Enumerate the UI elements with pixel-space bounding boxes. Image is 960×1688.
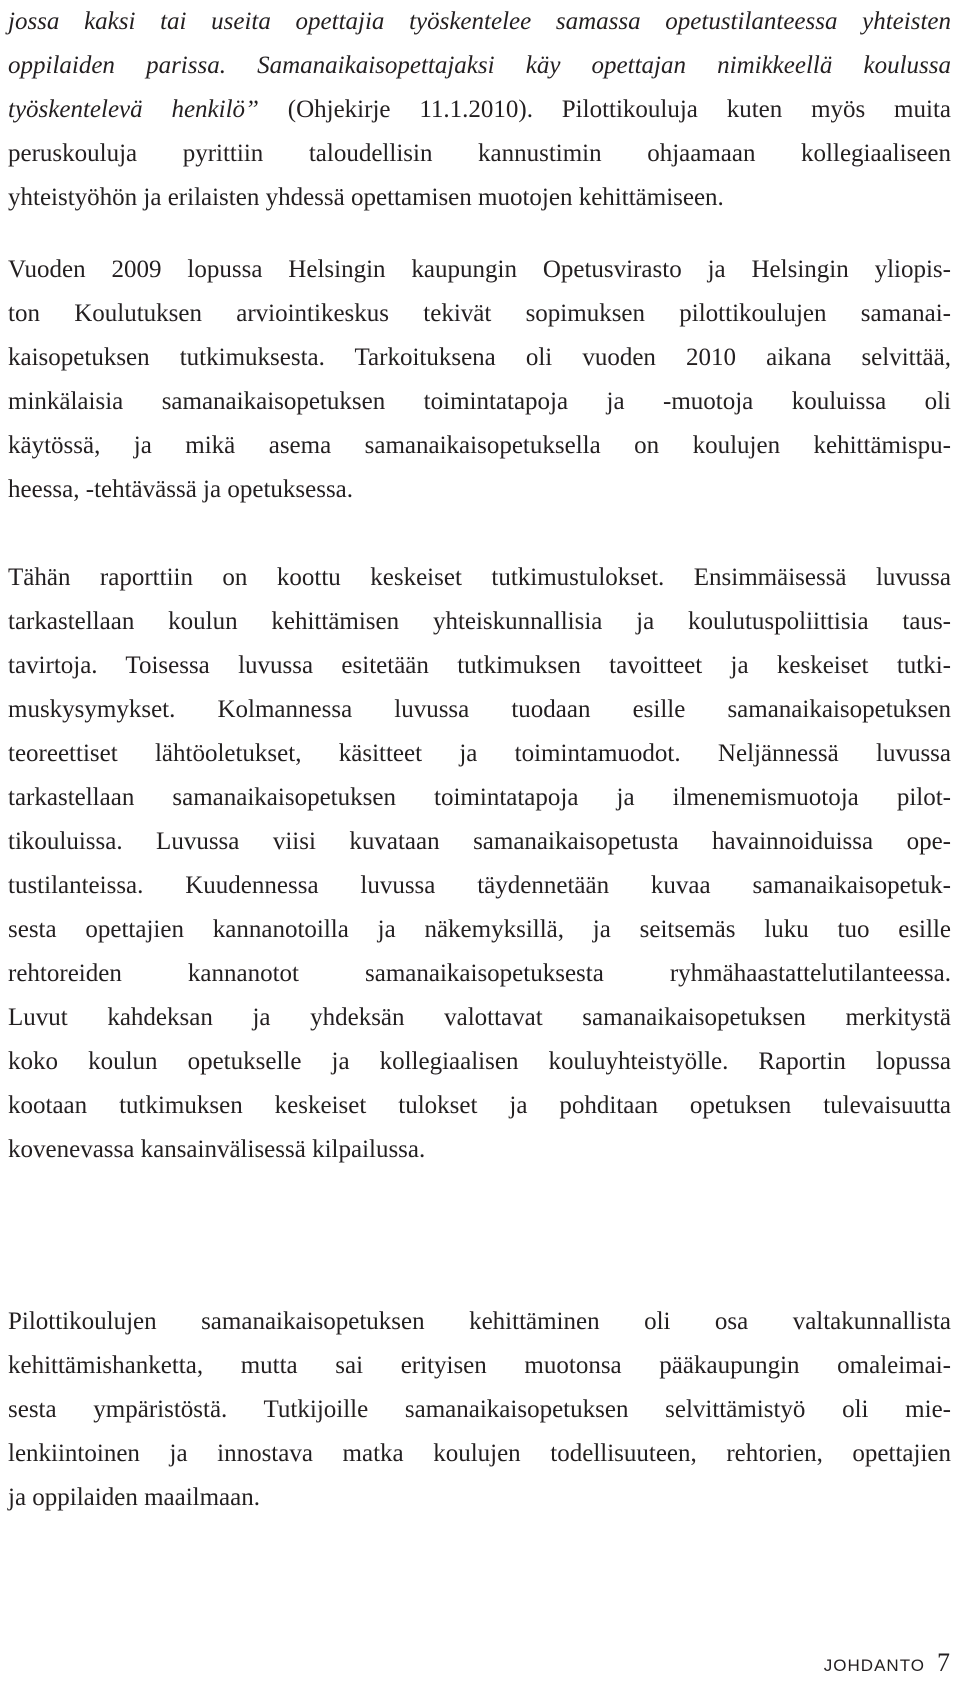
text-segment: koko koulun opetukselle ja kollegiaalisen kouluyhteistyölle. Raportin lopussa (8, 1048, 951, 1075)
text-line (8, 1344, 951, 1388)
text-segment: yhteistyöhön ja erilaisten yhdessä opettamisen muotojen kehittämiseen. (8, 184, 724, 211)
text-segment: minkälaisia samanaikaisopetuksen toimintatapoja ja -muotoja kouluissa oli (8, 388, 951, 415)
text-segment: työskentelevä henkilö” (8, 96, 288, 123)
text-segment: kehittämishanketta, mutta sai erityisen muotonsa pääkaupungin omaleimai- (8, 1352, 951, 1379)
text-segment: sesta opettajien kannanotoilla ja näkemyksillä, ja seitsemäs luku tuo esille (8, 916, 951, 943)
text-line (8, 248, 951, 292)
section-label: JOHDANTO (823, 1656, 925, 1675)
text-segment: teoreettiset lähtöoletukset, käsitteet ja toimintamuodot. Neljännessä luvussa (8, 740, 951, 767)
text-line (8, 996, 951, 1040)
text-segment: tarkastellaan koulun kehittämisen yhteiskunnallisia ja koulutuspoliittisia taus- (8, 608, 951, 635)
text-segment: oppilaiden parissa. Samanaikaisopettajaksi käy opettajan nimikkeellä koulussa (8, 52, 951, 79)
text-segment: Vuoden 2009 lopussa Helsingin kaupungin Opetusvirasto ja Helsingin yliopis- (8, 256, 951, 283)
text-segment: peruskouluja pyrittiin taloudellisin kannustimin ohjaamaan kollegiaaliseen (8, 140, 951, 167)
text-line (8, 820, 951, 864)
text-segment: jossa kaksi tai useita opettajia työskentelee samassa opetustilanteessa yhteisten (8, 8, 951, 35)
text-segment: sesta ympäristöstä. Tutkijoille samanaikaisopetuksen selvittämistyö oli mie- (8, 1396, 951, 1423)
text-line (8, 1432, 951, 1476)
text-line (8, 1476, 951, 1520)
text-line (8, 176, 951, 220)
text-line (8, 132, 951, 176)
text-line (8, 864, 951, 908)
text-segment: tustilanteissa. Kuudennessa luvussa täydennetään kuvaa samanaikaisopetuk- (8, 872, 951, 899)
text-line (8, 1084, 951, 1128)
text-segment: tavirtoja. Toisessa luvussa esitetään tutkimuksen tavoitteet ja keskeiset tutki- (8, 652, 951, 679)
text-segment: tikouluissa. Luvussa viisi kuvataan samanaikaisopetusta havainnoiduissa ope- (8, 828, 951, 855)
text-line (8, 292, 951, 336)
page-number: 7 (937, 1648, 950, 1677)
text-line (8, 908, 951, 952)
text-line (8, 688, 951, 732)
text-segment: Tähän raporttiin on koottu keskeiset tutkimustulokset. Ensimmäisessä luvussa (8, 564, 951, 591)
page-footer (824, 1648, 950, 1688)
text-segment: ton Koulutuksen arviointikeskus tekivät sopimuksen pilottikoulujen samanai- (8, 300, 951, 327)
text-segment: heessa, -tehtävässä ja opetuksessa. (8, 476, 354, 503)
text-segment: kovenevassa kansainvälisessä kilpailussa. (8, 1136, 426, 1163)
text-segment: tarkastellaan samanaikaisopetuksen toimintatapoja ja ilmenemismuotoja pilot- (8, 784, 951, 811)
text-segment: kaisopetuksen tutkimuksesta. Tarkoituksena oli vuoden 2010 aikana selvittää, (8, 344, 951, 371)
text-line (8, 556, 951, 600)
text-line (8, 1388, 951, 1432)
text-segment: lenkiintoinen ja innostava matka koulujen todellisuuteen, rehtorien, opettajien (8, 1440, 951, 1467)
text-line (8, 1128, 951, 1172)
text-line (8, 1300, 951, 1344)
text-line (8, 776, 951, 820)
text-segment: rehtoreiden kannanotot samanaikaisopetuksesta ryhmähaastattelutilanteessa. (8, 960, 951, 987)
text-segment: ja oppilaiden maailmaan. (8, 1484, 260, 1511)
text-segment: Pilottikoulujen samanaikaisopetuksen kehittäminen oli osa valtakunnallista (8, 1308, 951, 1335)
text-segment: käytössä, ja mikä asema samanaikaisopetuksella on koulujen kehittämispu- (8, 432, 951, 459)
text-segment: muskysymykset. Kolmannessa luvussa tuodaan esille samanaikaisopetuksen (8, 696, 951, 723)
text-line (8, 600, 951, 644)
text-line (8, 336, 951, 380)
text-line (8, 88, 951, 132)
text-line (8, 44, 951, 88)
text-segment: (Ohjekirje 11.1.2010). Pilottikouluja kuten myös muita (287, 96, 951, 123)
text-line (8, 468, 951, 512)
text-segment: kootaan tutkimuksen keskeiset tulokset ja pohditaan opetuksen tulevaisuutta (8, 1092, 951, 1119)
text-line (8, 732, 951, 776)
text-line (8, 644, 951, 688)
text-line (8, 952, 951, 996)
text-line (8, 424, 951, 468)
text-segment: Luvut kahdeksan ja yhdeksän valottavat samanaikaisopetuksen merkitystä (8, 1004, 951, 1031)
text-line (8, 380, 951, 424)
text-line (8, 0, 951, 44)
text-line (8, 1040, 951, 1084)
